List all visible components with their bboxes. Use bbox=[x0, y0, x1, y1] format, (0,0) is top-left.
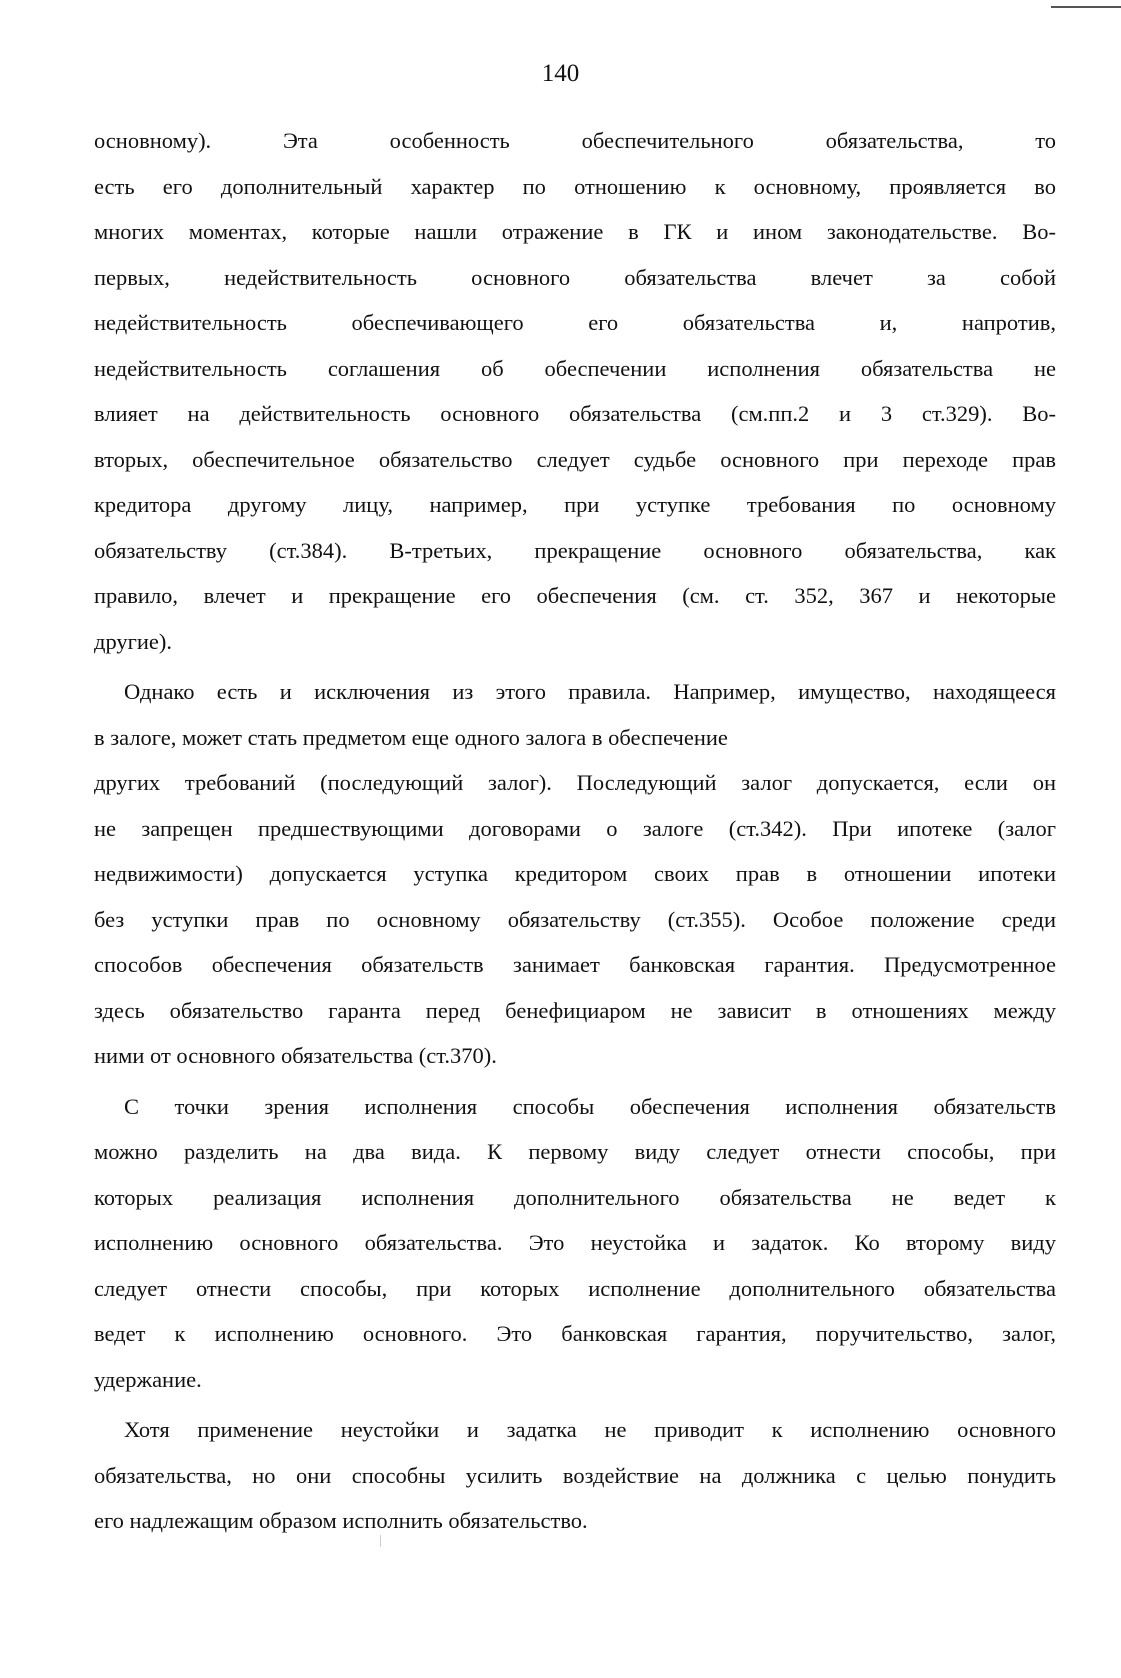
text-line: других требований (последующий залог). Последующий залог допускается, если он bbox=[94, 770, 1056, 795]
text-line: Хотя применение неустойки и задатка не приводит к исполнению основного bbox=[124, 1417, 1056, 1442]
text-line: есть его дополнительный характер по отношению к основному, проявляется во bbox=[94, 173, 1056, 199]
scan-artifact-mark bbox=[380, 1535, 381, 1547]
text-line: правило, влечет и прекращение его обеспечения (см. ст. 352, 367 и некоторые bbox=[94, 583, 1056, 608]
text-line: способов обеспечения обязательств занимает банковская гарантия. Предусмотренное bbox=[94, 952, 1056, 977]
text-line: недействительность обеспечивающего его обязательства и, напротив, bbox=[94, 310, 1056, 335]
text-line: в залоге, может стать предметом еще одного залога в обеспечение bbox=[94, 724, 728, 750]
top-edge-rule bbox=[1051, 6, 1121, 8]
text-line: без уступки прав по основному обязательству (ст.355). Особое положение среди bbox=[94, 906, 1056, 932]
text-line: С точки зрения исполнения способы обеспечения исполнения обязательств bbox=[124, 1093, 1056, 1119]
paragraph-4 bbox=[94, 1407, 1056, 1544]
text-line: его надлежащим образом исполнить обязательство. bbox=[94, 1508, 588, 1533]
paragraph-2 bbox=[94, 669, 1056, 1079]
text-line: можно разделить на два вида. К первому виду следует отнести способы, при bbox=[94, 1139, 1056, 1164]
paragraph-1 bbox=[94, 118, 1056, 664]
text-line: недвижимости) допускается уступка кредитором своих прав в отношении ипотеки bbox=[94, 861, 1056, 886]
text-line: исполнению основного обязательства. Это неустойка и задаток. Ко второму виду bbox=[94, 1230, 1056, 1255]
text-line: которых реализация исполнения дополнительного обязательства не ведет к bbox=[94, 1184, 1056, 1210]
text-line: Однако есть и исключения из этого правила. Например, имущество, находящееся bbox=[124, 679, 1056, 704]
text-line: ведет к исполнению основного. Это банковская гарантия, поручительство, залог, bbox=[94, 1321, 1056, 1346]
page-body bbox=[94, 118, 1056, 1544]
text-line: основному). Эта особенность обеспечительного обязательства, то bbox=[94, 128, 1056, 153]
text-line: первых, недействительность основного обязательства влечет за собой bbox=[94, 264, 1056, 290]
text-line: не запрещен предшествующими договорами о залоге (ст.342). При ипотеке (залог bbox=[94, 815, 1056, 841]
text-line: другие). bbox=[94, 628, 173, 654]
text-line: обязательства, но они способны усилить воздействие на должника с целью понудить bbox=[94, 1462, 1056, 1488]
paragraph-3 bbox=[94, 1084, 1056, 1403]
text-line: недействительность соглашения об обеспечении исполнения обязательства не bbox=[94, 355, 1056, 381]
text-line: кредитора другому лицу, например, при уступке требования по основному bbox=[94, 492, 1056, 517]
text-line: многих моментах, которые нашли отражение в ГК и ином законодательстве. Во- bbox=[94, 219, 1056, 244]
page-number: 140 bbox=[541, 60, 580, 87]
text-line: обязательству (ст.384). В-третьих, прекращение основного обязательства, как bbox=[94, 537, 1056, 563]
text-line: удержание. bbox=[94, 1366, 202, 1392]
text-line: вторых, обеспечительное обязательство следует судьбе основного при переходе прав bbox=[94, 446, 1056, 472]
text-line: влияет на действительность основного обязательства (см.пп.2 и 3 ст.329). Во- bbox=[94, 401, 1056, 426]
text-line: следует отнести способы, при которых исполнение дополнительного обязательства bbox=[94, 1275, 1056, 1301]
text-line: здесь обязательство гаранта перед бенефициаром не зависит в отношениях между bbox=[94, 997, 1056, 1023]
text-line: ними от основного обязательства (ст.370). bbox=[94, 1043, 497, 1068]
